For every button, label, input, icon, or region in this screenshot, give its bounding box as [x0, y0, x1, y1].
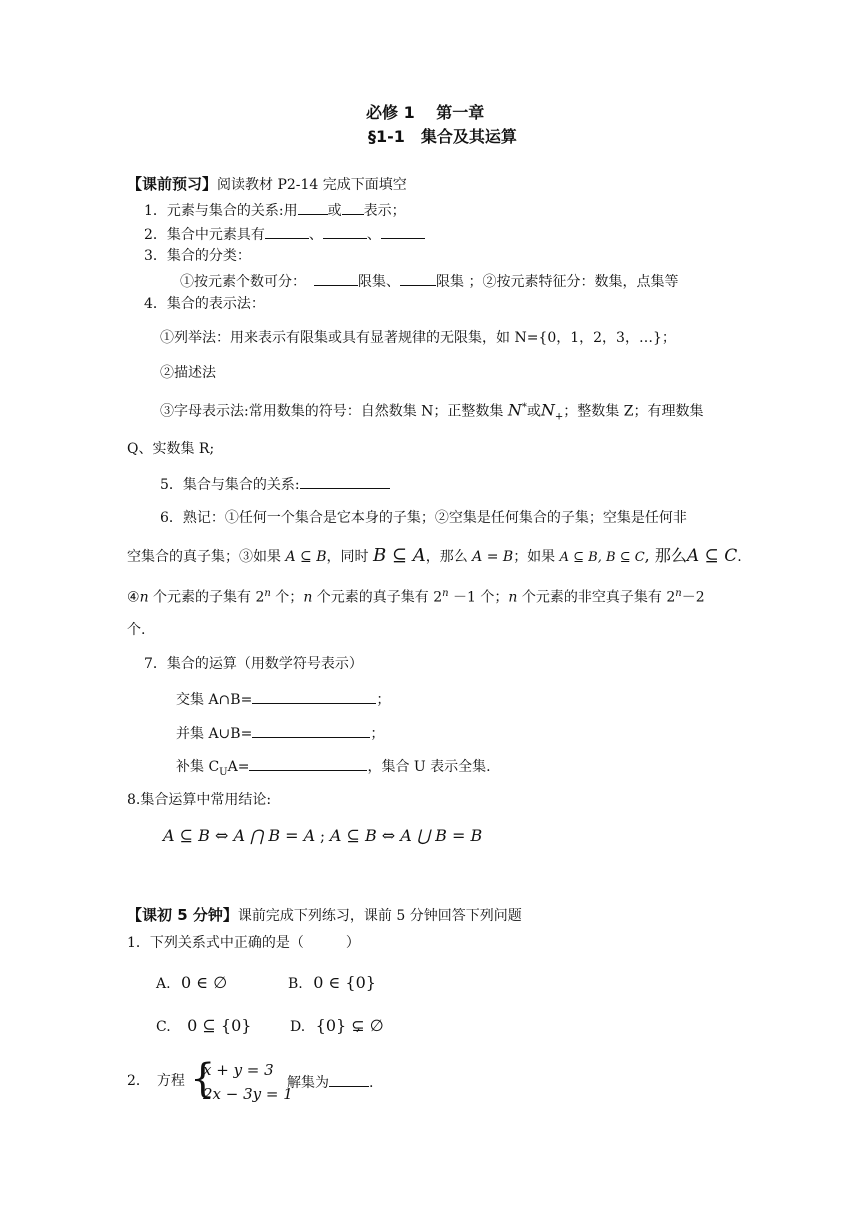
item-4-3	[160, 399, 703, 426]
item-5	[160, 474, 390, 494]
item-7: 7．集合的运算（用数学符号表示）	[144, 656, 363, 672]
text: 个元素的真子集有 2	[312, 589, 443, 606]
item-2-text: 2．集合中元素具有	[144, 227, 265, 243]
item-6b	[127, 547, 742, 567]
math-n: N	[507, 400, 522, 420]
text: ④	[127, 589, 140, 606]
separator: 、	[366, 227, 381, 243]
subscript: +	[554, 411, 564, 423]
option-b-label: B.	[288, 976, 303, 992]
item-3-sub-b: 限集、	[358, 274, 400, 290]
text: .	[737, 549, 742, 565]
separator: ;	[315, 827, 330, 845]
preview-intro: 阅读教材 P2-14 完成下面填空	[217, 177, 407, 193]
exponent: n	[264, 588, 271, 599]
item-3-sub-a: ①按元素个数可分：	[180, 274, 306, 290]
text: A=	[227, 759, 250, 775]
text: －1 个；	[448, 589, 509, 606]
item-5-text: 5．集合与集合的关系:	[160, 477, 300, 493]
equation-1: x + y = 3	[203, 1061, 274, 1079]
item-1-text-c: 表示；	[363, 203, 406, 219]
exponent: n	[675, 588, 682, 599]
solution-label: 解集为	[287, 1075, 329, 1091]
item-1	[144, 200, 406, 220]
math: B ⊆ A	[372, 545, 426, 566]
text: 个；	[270, 589, 304, 606]
blank	[249, 756, 367, 771]
math-n: n	[303, 589, 313, 606]
text: ，集合 U 表示全集.	[367, 759, 491, 775]
equation-2: 2x − 3y = 1	[203, 1085, 293, 1103]
blank	[400, 271, 436, 286]
text: ；	[376, 692, 391, 708]
math: A = B	[472, 549, 514, 565]
item-4: 4．集合的表示法：	[144, 296, 265, 312]
item-4-1: ①列举法：用来表示有限集或具有显著规律的无限集，如 N={0，1，2，3，…}；	[160, 330, 676, 346]
blank	[323, 224, 367, 239]
option-a-math: 0 ∈ ∅	[181, 973, 228, 992]
superscript: *	[521, 402, 527, 413]
item-3-sub-c: 限集 ；②按元素特征分：数集，点集等	[436, 274, 679, 290]
option-c-math: 0 ⊆ {0}	[187, 1016, 252, 1035]
item-7-3	[176, 756, 491, 782]
separator: 、	[308, 227, 323, 243]
preview-heading: 【课前预习】	[127, 175, 218, 193]
item-4-3-a: ③字母表示法:常用数集的符号：自然数集 N；正整数集	[160, 403, 508, 420]
blank	[252, 689, 376, 704]
item-4-2: ②描述法	[160, 365, 216, 381]
period: .	[369, 1075, 374, 1091]
option-d-math: {0} ⊊ ∅	[315, 1016, 384, 1035]
formula-intersection: A ⊆ B ⇔ A ⋂ B = A	[163, 826, 316, 845]
text: ，同时	[326, 549, 373, 565]
text: , 那么	[644, 546, 687, 565]
blank	[300, 474, 390, 489]
item-1-text-b: 或	[327, 203, 342, 219]
section-title: §1-1 集合及其运算	[368, 127, 517, 146]
option-d	[290, 1017, 384, 1036]
blank	[265, 224, 309, 239]
item-3-sub	[180, 271, 678, 291]
question-2-prefix: 2． 方程	[127, 1073, 185, 1089]
item-3: 3．集合的分类：	[144, 248, 251, 264]
question-2-suffix	[287, 1072, 373, 1092]
math-n: n	[139, 589, 149, 606]
text: 空集合的真子集；③如果	[127, 549, 286, 565]
or-text: 或	[526, 403, 541, 420]
option-c-label: C.	[156, 1019, 171, 1035]
item-6a: 6．熟记：①任何一个集合是它本身的子集；②空集是任何集合的子集；空集是任何非	[160, 510, 687, 526]
item-8-formula	[163, 826, 482, 847]
blank	[329, 1072, 369, 1087]
complement-label: 补集 C	[176, 759, 220, 775]
math: A ⊆ B	[285, 549, 327, 565]
formula-union: A ⊆ B ⇔ A ⋃ B = B	[329, 826, 483, 845]
exponent: n	[442, 588, 449, 599]
chapter-title: 必修 1 第一章	[366, 103, 485, 122]
blank	[314, 271, 358, 286]
text: ；	[370, 726, 385, 742]
blank	[381, 224, 425, 239]
option-c	[156, 1017, 251, 1036]
warmup-heading: 【课初 5 分钟】	[127, 906, 238, 924]
item-2	[144, 224, 425, 244]
text: 个元素的子集有 2	[148, 589, 265, 606]
option-a-label: A.	[156, 976, 171, 992]
option-b-math: 0 ∈ {0}	[313, 973, 376, 992]
blank	[298, 200, 328, 215]
blank	[252, 723, 370, 738]
blank	[342, 200, 364, 215]
union-label: 并集 A∪B=	[176, 726, 253, 742]
preview-heading-line	[127, 175, 407, 194]
item-4-3b: Q、实数集 R;	[127, 441, 215, 457]
item-8: 8.集合运算中常用结论:	[127, 792, 272, 808]
subscript: U	[219, 766, 228, 778]
item-4-3-b: ；整数集 Z；有理数集	[563, 403, 704, 420]
warmup-heading-line	[127, 906, 522, 925]
option-a	[156, 974, 227, 993]
text: －2	[681, 589, 705, 606]
math-n: n	[508, 589, 518, 606]
equation-brace: {	[190, 1056, 216, 1102]
math-n: N	[540, 400, 555, 420]
text: ，那么	[425, 549, 473, 565]
option-d-label: D.	[290, 1019, 306, 1035]
item-7-2	[176, 723, 384, 743]
option-b	[288, 974, 376, 993]
math: A ⊆ C	[686, 546, 738, 566]
math: A ⊆ B, B ⊆ C	[559, 550, 645, 565]
item-7-1	[176, 689, 390, 709]
warmup-intro: 课前完成下列练习，课前 5 分钟回答下列问题	[237, 908, 522, 924]
intersection-label: 交集 A∩B=	[176, 692, 253, 708]
item-1-text-a: 1．元素与集合的关系:用	[144, 203, 298, 219]
item-6c	[127, 585, 705, 607]
text: ；如果	[513, 549, 560, 565]
question-1: 1．下列关系式中正确的是（ ）	[127, 935, 360, 951]
text: 个元素的非空真子集有 2	[517, 589, 676, 606]
item-6d: 个.	[127, 622, 146, 638]
